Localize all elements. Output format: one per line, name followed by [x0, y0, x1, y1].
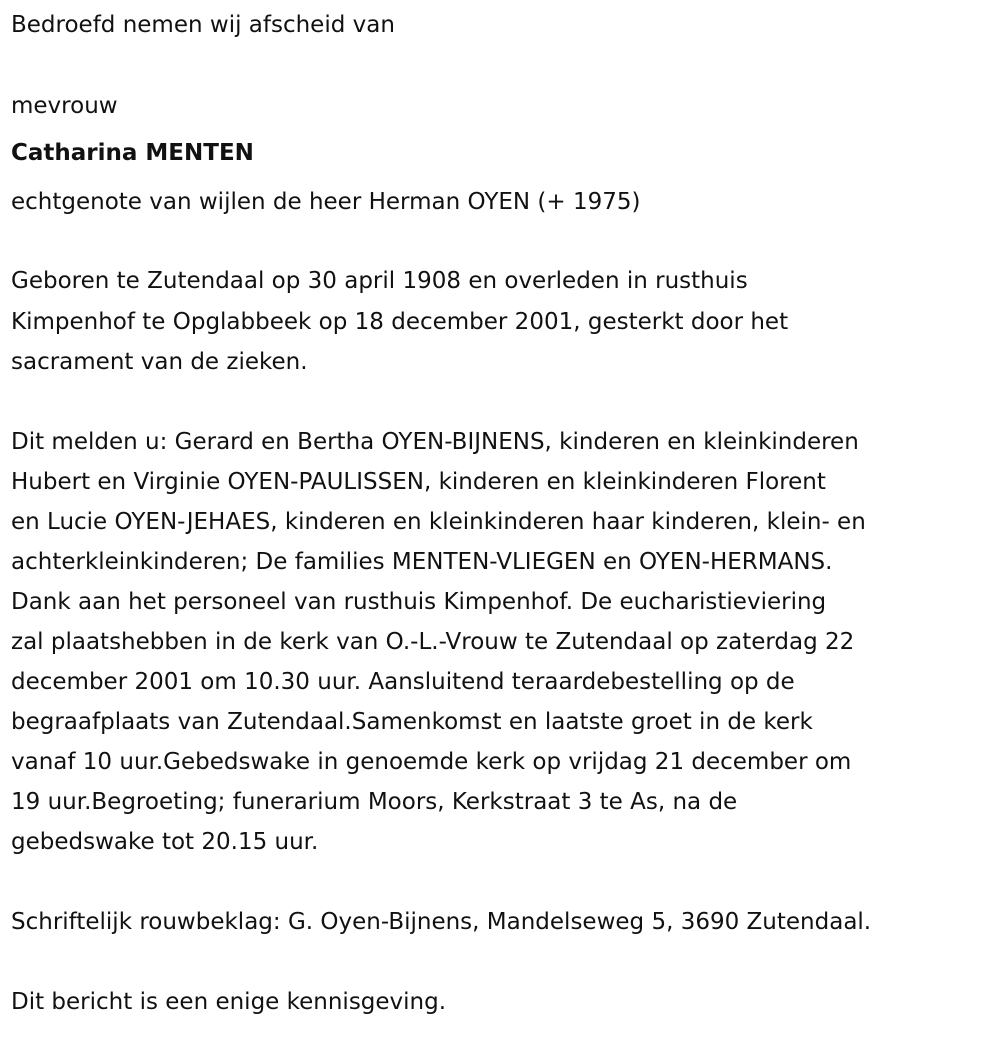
paragraph-line: Geboren te Zutendaal op 30 april 1908 en overleden in rusthuis — [11, 268, 748, 294]
paragraph-line: december 2001 om 10.30 uur. Aansluitend teraardebestelling op de — [11, 669, 795, 695]
paragraph-line: Dank aan het personeel van rusthuis Kimpenhof. De eucharistieviering — [11, 589, 827, 615]
honorific-text: mevrouw — [11, 93, 118, 119]
condolence-address: Schriftelijk rouwbeklag: G. Oyen-Bijnens, Mandelseweg 5, 3690 Zutendaal. — [11, 909, 872, 935]
paragraph-line: zal plaatshebben in de kerk van O.-L.-Vrouw te Zutendaal op zaterdag 22 — [11, 629, 855, 655]
paragraph-line: achterkleinkinderen; De families MENTEN-VLIEGEN en OYEN-HERMANS. — [11, 549, 833, 575]
paragraph-line: sacrament van de zieken. — [11, 349, 308, 375]
closing-text: Dit bericht is een enige kennisgeving. — [11, 989, 447, 1015]
deceased-name: Catharina MENTEN — [11, 140, 254, 166]
paragraph-line: begraafplaats van Zutendaal.Samenkomst en laatste groet in de kerk — [11, 709, 813, 735]
spouse-text: echtgenote van wijlen de heer Herman OYEN (+ 1975) — [11, 189, 641, 215]
paragraph-line: 19 uur.Begroeting; funerarium Moors, Kerkstraat 3 te As, na de — [11, 789, 738, 815]
paragraph-line: Kimpenhof te Opglabbeek op 18 december 2001, gesterkt door het — [11, 309, 789, 335]
paragraph-line: gebedswake tot 20.15 uur. — [11, 829, 319, 855]
intro-text: Bedroefd nemen wij afscheid van — [11, 12, 395, 38]
paragraph-line: vanaf 10 uur.Gebedswake in genoemde kerk op vrijdag 21 december om — [11, 749, 852, 775]
paragraph-line: Hubert en Virginie OYEN-PAULISSEN, kinderen en kleinkinderen Florent — [11, 469, 826, 495]
paragraph-line: Dit melden u: Gerard en Bertha OYEN-BIJNENS, kinderen en kleinkinderen — [11, 429, 859, 455]
paragraph-line: en Lucie OYEN-JEHAES, kinderen en kleinkinderen haar kinderen, klein- en — [11, 509, 866, 535]
